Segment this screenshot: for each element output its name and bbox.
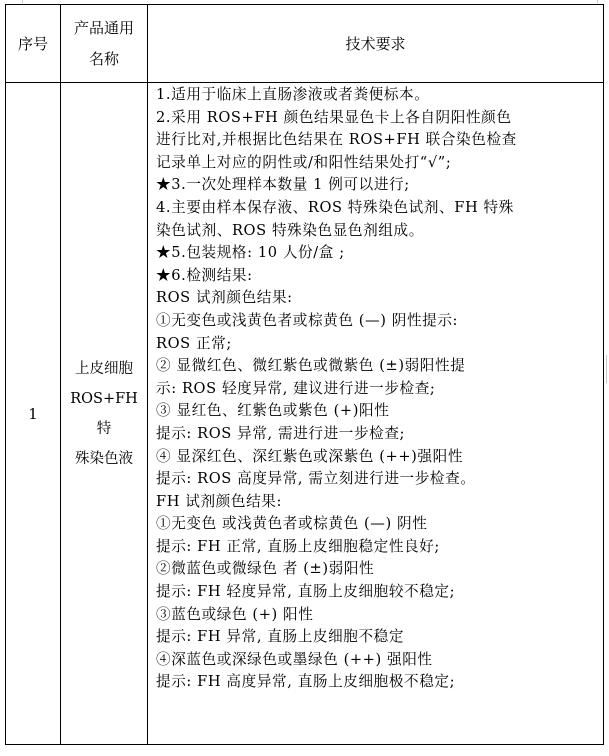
requirement-line: 提示: FH 正常, 直肠上皮细胞稳定性良好; (156, 537, 440, 555)
requirement-line: ③蓝色或绿色 (+) 阳性 (156, 605, 314, 623)
requirement-line: FH 试剂颜色结果: (156, 492, 282, 510)
requirement-line: 示: ROS 轻度异常, 建议进行进一步检查; (156, 379, 436, 397)
header-index: 序号 (6, 5, 61, 83)
header-product-name (61, 5, 148, 83)
product-name-line: ROS+FH 特 (70, 390, 138, 437)
requirement-line: ④深蓝色或深绿色或墨绿色 (++) 强阳性 (156, 650, 433, 668)
requirement-line: 2.采用 ROS+FH 颜色结果显色卡上各自阴阳性颜色 (156, 108, 512, 126)
requirements-text (156, 84, 599, 694)
requirement-line: 染色试剂、ROS 特殊染色显色剂组成。 (156, 221, 424, 239)
page-margin-mark (606, 355, 607, 383)
requirement-line: ②微蓝色或微绿色 者 (±)弱阳性 (156, 560, 375, 578)
requirement-line: ROS 试剂颜色结果: (156, 289, 293, 307)
requirement-line: 提示: ROS 异常, 需进行进一步检查; (156, 424, 406, 442)
requirement-line: ④ 显深红色、深红紫色或深紫色 (++)强阳性 (156, 447, 464, 465)
spec-table (5, 4, 604, 745)
table-header-row (6, 5, 604, 83)
row-requirements (148, 83, 604, 745)
row-product-name (61, 83, 148, 745)
requirement-line: 提示: FH 异常, 直肠上皮细胞不稳定 (156, 628, 405, 646)
requirement-line: ①无变色或浅黄色者或棕黄色 (—) 阴性提示: (156, 311, 459, 329)
requirement-line: 提示: FH 高度异常, 直肠上皮细胞极不稳定; (156, 673, 456, 691)
requirement-line: 提示: FH 轻度异常, 直肠上皮细胞较不稳定; (156, 583, 456, 601)
requirement-line: 提示: ROS 高度异常, 需立刻进行进一步检查。 (156, 470, 476, 488)
requirement-line: ★5.包装规格: 10 人份/盒 ; (156, 244, 345, 262)
header-product-name-line: 名称 (88, 49, 119, 68)
requirement-line: ROS 正常; (156, 334, 232, 352)
requirement-line: 4.主要由样本保存液、ROS 特殊染色试剂、FH 特殊 (156, 198, 514, 216)
row-index: 1 (6, 83, 61, 745)
requirement-line: 1.适用于临床上直肠渗液或者粪便标本。 (156, 86, 430, 103)
page-corner-mark-right (597, 0, 598, 3)
page-corner-mark-left (22, 0, 23, 3)
requirement-line: ①无变色 或浅黄色者或棕黄色 (—) 阴性 (156, 515, 428, 533)
requirement-line: ★3.一次处理样本数量 1 例可以进行; (156, 176, 410, 194)
table-row (6, 83, 604, 745)
product-name-line: 上皮细胞 (75, 360, 133, 377)
requirement-line: 进行比对,并根据比色结果在 ROS+FH 联合染色检查 (156, 131, 517, 149)
header-requirements: 技术要求 (148, 5, 604, 83)
requirement-line: ★6.检测结果: (156, 266, 253, 284)
requirement-line: ② 显微红色、微红紫色或微紫色 (±)弱阳性提 (156, 357, 466, 375)
requirement-line: 记录单上对应的阴性或/和阳性结果处打“√”; (156, 153, 452, 171)
requirement-line: ③ 显红色、红紫色或紫色 (+)阳性 (156, 402, 390, 420)
header-product-name-line: 产品通用 (73, 18, 134, 37)
product-name-line: 殊染色液 (75, 450, 133, 467)
